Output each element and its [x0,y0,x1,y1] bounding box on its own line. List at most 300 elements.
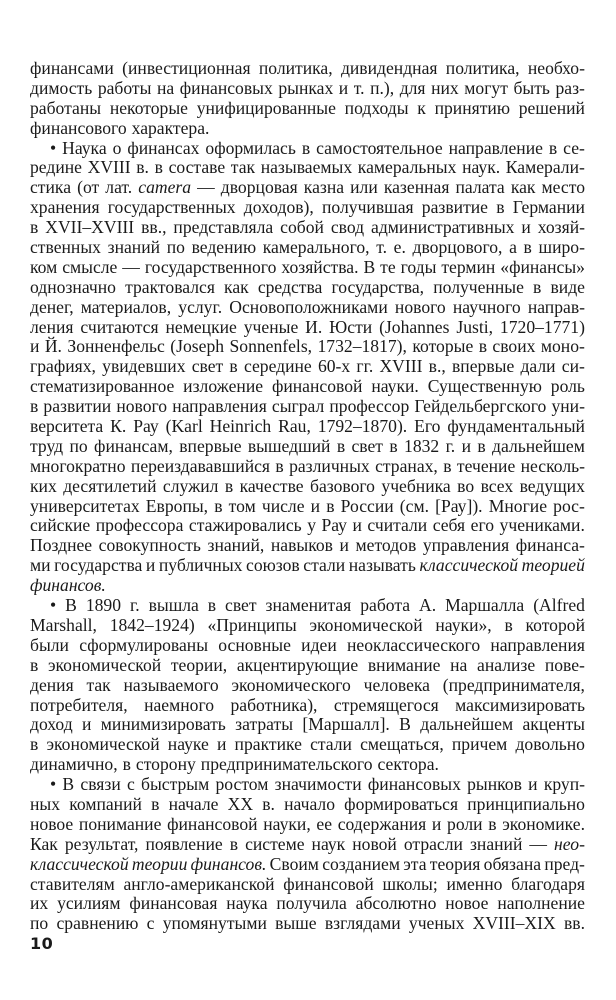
word: нового [394,296,446,317]
page-body [30,59,585,934]
word: и [30,336,40,357]
text-line [30,139,585,159]
word: обязана [483,853,542,874]
word: увидевших [102,356,186,377]
word: роль [550,376,585,397]
word: лат. [105,177,133,198]
word: — [122,256,140,277]
word: базового [310,475,375,496]
word: Германии [512,197,585,218]
word: Основоположниками [229,296,388,317]
word: неоклассического [347,634,481,655]
word: и [216,734,227,755]
word: термин [441,256,496,277]
word: Sonnenfels, [229,336,313,357]
word: о [112,137,122,158]
word: 1890 [85,595,122,616]
text-line [30,815,585,835]
word: теории [131,853,188,874]
word: навыков [270,535,333,556]
word: ных [30,793,61,814]
word: казенная [383,177,450,198]
word: 1720–1771) [499,316,585,337]
word: в [30,654,39,675]
word: наука [226,893,268,914]
word: знаний [469,833,523,854]
word: в [496,197,505,218]
word: самостоятельное [316,137,443,158]
word: рос- [553,495,585,516]
word: ми [30,555,51,576]
word: методов [355,535,417,556]
word: взглядами [324,913,401,934]
word: стика [30,177,72,198]
word: (Alfred [533,595,585,616]
word: широ- [538,237,585,258]
word: классической [419,555,519,576]
word: значимости [274,774,362,795]
word: наук [311,833,346,854]
text-line [30,656,585,676]
word: дворцового, [412,237,503,258]
word: XVIII [87,157,131,178]
word: к [417,97,426,118]
word: в [122,754,131,775]
word: сыграл [271,396,325,417]
word: годы [400,256,437,277]
word: «финансы» [500,256,585,277]
word: се- [563,137,585,158]
word: науки», [435,614,492,635]
word: акценты [522,714,585,735]
word: их [30,893,49,914]
word: в [207,595,217,616]
word: себя [432,515,466,536]
word: раз- [555,77,585,98]
word: немецкие [165,316,237,337]
word: финансовой [271,376,363,397]
word: финансовых [367,774,461,795]
word: служил [162,475,219,496]
word: унифицированные [196,97,336,118]
word: отрасли [403,833,463,854]
word: переиздававшийся [130,455,271,476]
word: однозначно [30,276,116,297]
word: редине [30,157,82,178]
word: административных [371,217,515,238]
word: течение [456,455,516,476]
word: в [326,495,335,516]
word: политика, [258,58,333,78]
word: и [528,774,538,795]
word: новой [352,833,397,854]
word: вв. [563,913,585,934]
word: (см. [399,495,429,516]
word: различных [289,455,370,476]
word: принятию [434,97,510,118]
word: школы; [382,873,438,894]
word: и [461,435,471,456]
word: финансовая [129,893,218,914]
word: союзов [246,555,300,576]
word: государства, [331,276,425,297]
word: те [380,256,396,277]
text-line [30,79,585,99]
word: Как [30,833,58,854]
word: Юсти [329,316,373,337]
word: причем [451,734,508,755]
word: камерального, [262,237,370,258]
word: научного [452,296,521,317]
word: именно [446,873,503,894]
word: рынков [467,774,522,795]
word: Позднее [30,535,93,556]
word: называть [348,555,416,576]
word: доход [30,714,73,735]
word: XVIII–XIX [472,913,556,934]
word: как [224,276,249,297]
word: наполнение [497,893,585,914]
word: числе [261,495,305,516]
text-line [30,457,585,477]
word: работника), [230,694,318,715]
word: формироваться [344,793,459,814]
word: [Маршалл]. [302,714,390,735]
word: сийские [30,515,91,536]
word: гг. [356,356,374,377]
text-line [30,218,585,238]
word: динамично, [30,754,118,775]
word: собой [280,217,324,238]
word: ких [30,475,57,496]
word: ственных [30,237,101,258]
word: т. [353,77,365,98]
word: по [166,237,185,258]
word: труд [30,435,64,456]
word: благодаря [511,873,585,894]
word: усилиям [57,893,121,914]
word: экономике. [502,813,585,834]
word: А. [419,595,437,616]
word: camera [138,177,192,198]
word: сформулированы [79,634,209,655]
word: (от [77,177,100,198]
word: середине [243,356,312,377]
word: 60-х [317,356,351,377]
word: ком [30,256,58,277]
word: России [340,495,394,516]
word: с [126,774,135,795]
text-line [30,298,585,318]
word: несколь- [520,455,585,476]
word: в [443,455,452,476]
word: услуг. [178,296,223,317]
word: Своим [269,853,319,874]
text-line [30,437,585,457]
word: Европы, [145,495,209,516]
word: пове- [544,654,585,675]
word: характера. [131,117,210,138]
word: во [457,475,475,496]
word: принципиально [467,793,585,814]
word: профессора [95,515,184,536]
word: роли [447,813,483,834]
word: практике [234,734,302,755]
word: хозяй- [537,217,585,238]
word: теорией [521,555,585,576]
text-line [30,875,585,895]
text-line [30,158,585,178]
word: (инвестиционная [122,58,251,78]
word: трактовался [125,276,215,297]
word: 1832 [404,435,440,456]
word: у [307,515,316,536]
word: совокупность [98,535,201,556]
word: наук. [462,157,501,178]
word: были [30,634,69,655]
word: с [146,913,155,934]
word: или [350,177,378,198]
text-line [30,198,585,218]
word: которой [525,614,585,635]
word: в [30,734,39,755]
word: XVII–XVIII [45,217,135,238]
word: абсолютно [355,893,437,914]
word: В [363,256,376,277]
word: палата [455,177,505,198]
word: новое [445,893,489,914]
word: учебника [381,475,451,496]
word: 1842–1924) [109,614,195,635]
text-line [30,238,585,258]
word: экономического [231,674,351,695]
word: XX [227,793,254,814]
word: сектора. [377,754,439,775]
word: решений [518,97,585,118]
word: в [151,793,160,814]
word: (Joseph [170,336,225,357]
word: — [197,177,215,198]
word: государственных [107,197,236,218]
word: круп- [543,774,585,795]
word: финанса- [515,535,585,556]
word: как [510,177,536,198]
word: выше [275,913,317,934]
word: в [533,276,542,297]
word: дворцовая [220,177,298,198]
word: считали [367,515,428,536]
word: финансам, [94,435,173,456]
word: подходы [344,97,409,118]
word: анализе [477,654,536,675]
word: наемного [144,694,215,715]
word: начале [168,793,219,814]
word: димость [30,77,93,98]
word: хозяйства. [281,256,359,277]
word: в [301,137,311,158]
word: в., [428,356,446,377]
word: и [521,217,531,238]
word: изложение [183,376,264,397]
text-line [30,795,585,815]
word: стали [310,734,352,755]
word: быстрым [141,774,210,795]
word: хранения [30,197,100,218]
word: могут [464,77,508,98]
word: по [69,435,88,456]
word: Маршалла [445,595,525,616]
text-line [30,397,585,417]
text-line [30,377,585,397]
word: ведущих [519,475,585,496]
word: так [230,157,256,178]
text-line [30,536,585,556]
word: (предпринимателя, [442,674,585,695]
word: человека [363,674,430,695]
word: свет [351,435,383,456]
word: Наука [62,137,107,158]
word: минимизировать [100,714,226,735]
word: ления [30,316,74,337]
word: Рау [321,515,347,536]
word: идеи [301,634,337,655]
word: финансового [30,117,127,138]
word: финансовой [283,873,374,894]
word: в [30,396,39,417]
word: т. [376,237,387,258]
word: 1732–1817), [317,336,407,357]
word: Justi, [456,316,494,337]
word: в [478,336,487,357]
word: «Принципы [207,614,297,635]
word: свод [330,217,365,238]
text-line [30,576,585,596]
word: оформилась [205,137,296,158]
word: И. [305,316,323,337]
word: затраты [235,714,294,735]
word: эта [403,853,427,874]
word: вв., [141,217,167,238]
word: Рау [133,416,159,437]
word: университетах [30,495,140,516]
text-line [30,99,585,119]
word: довольно [515,734,585,755]
word: денег, [30,296,74,317]
word: графиях, [30,356,96,377]
word: финансами [30,58,114,78]
word: К. [110,416,127,437]
word: В [399,714,411,735]
word: камеральных [357,157,457,178]
word: и [431,813,442,834]
word: представляла [173,217,274,238]
word: свет [225,595,257,616]
word: дали [520,356,556,377]
word: акцентирующие [236,654,359,675]
word: и [82,714,92,735]
word: в [30,217,39,238]
word: экономической [47,654,162,675]
word: финансов. [190,853,267,874]
word: в [154,157,163,178]
text-line [30,775,585,795]
word: уни- [551,396,585,417]
word: Heinrich [209,416,272,437]
word: направления [490,634,585,655]
word: понимание [78,813,162,834]
word: содержания [337,813,427,834]
word: • [50,137,57,158]
word: вышедший [247,435,331,456]
word: работаны [30,97,102,118]
word: внимание [367,654,441,675]
word: сравнению [56,913,139,934]
word: • [50,774,57,795]
word: получившая [322,197,414,218]
word: на [157,77,175,98]
word: стажировались [188,515,302,536]
word: дения [30,674,74,695]
text-line [30,278,585,298]
word: Существенную [427,376,542,397]
word: впервые [451,356,515,377]
word: по [30,913,49,934]
word: называемых [260,157,353,178]
word: п.), [370,77,395,98]
word: знаний, [207,535,265,556]
word: том [228,495,256,516]
word: дальнейшем [420,714,514,735]
word: них [431,77,459,98]
word: финансовых [179,77,273,98]
word: казна [303,177,345,198]
word: знаменитая [265,595,352,616]
text-line [30,914,585,934]
text-line [30,894,585,914]
word: впервые [179,435,242,456]
word: материалов, [80,296,172,317]
word: так [86,674,111,695]
word: экономической [309,614,423,635]
word: место [541,177,585,198]
word: в [548,137,558,158]
word: предпринимательского [200,754,373,775]
word: стали [303,555,346,576]
word: ее [316,813,333,834]
text-line [30,696,585,716]
word: упомянутыми [162,913,267,934]
word: виде [550,276,585,297]
word: в [523,237,532,258]
word: полученные [433,276,524,297]
text-line [30,715,585,735]
word: ученые [243,316,299,337]
word: свет [191,356,224,377]
word: основные [218,634,291,655]
word: направления [172,396,267,417]
word: В [62,774,75,795]
word: а [509,237,517,258]
word: и [338,77,349,98]
word: экономической [46,734,160,755]
word: теория [429,853,481,874]
word: в. [262,793,275,814]
text-line [30,318,585,338]
word: его [470,515,495,536]
word: быть [513,77,550,98]
word: дальнейшем [492,435,585,456]
word: пред- [544,853,585,874]
